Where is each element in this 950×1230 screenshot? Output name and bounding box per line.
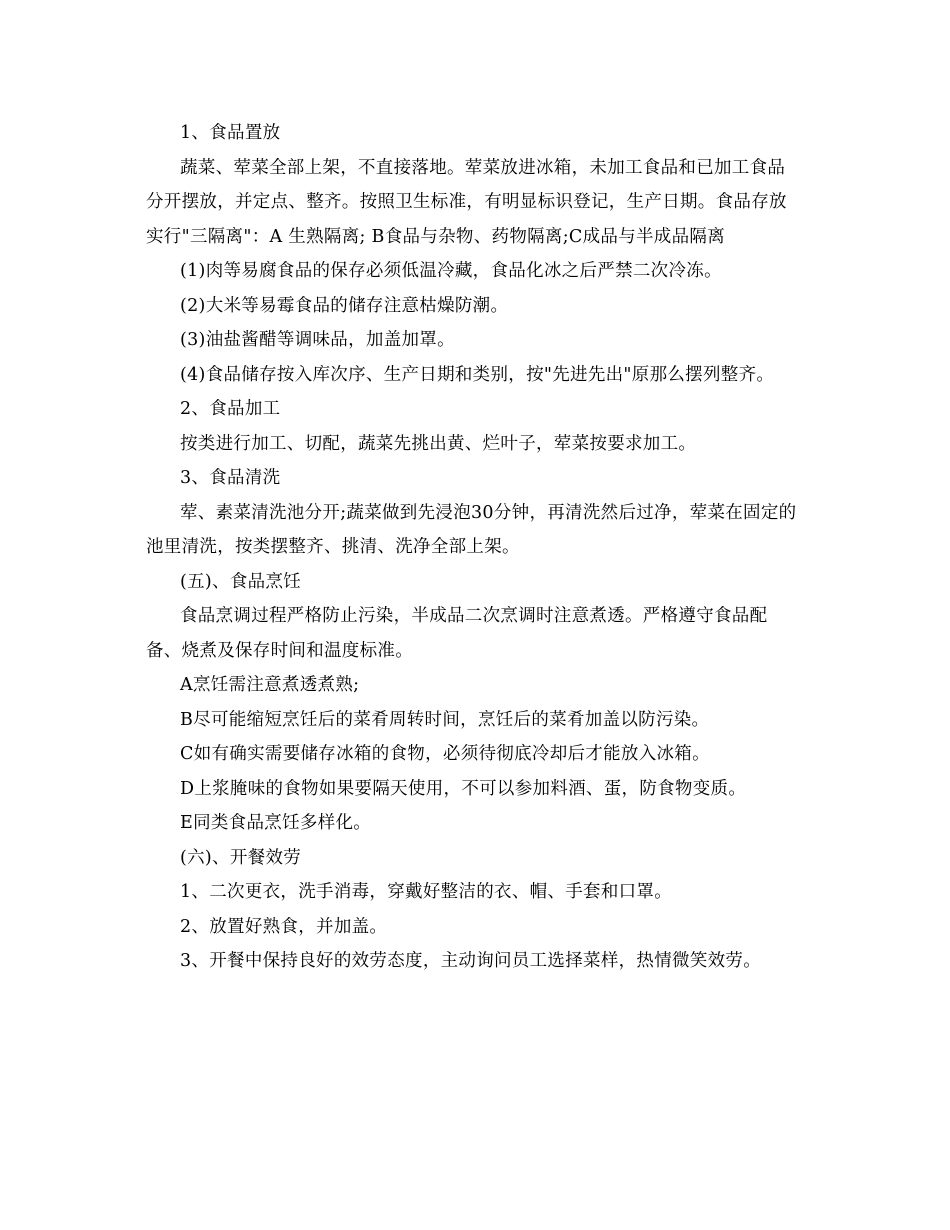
heading-food-cooking: (五)、食品烹饪: [180, 571, 302, 592]
paragraph-washing: 荤、素菜清洗池分开;蔬菜做到先浸泡30分钟，再清洗然后过净，荤菜在固定的池里清洗，按类摆整齐、挑清、洗净全部上架。: [146, 502, 797, 557]
heading-food-processing: 2、食品加工: [180, 399, 281, 419]
list-item-service-1: 1、二次更衣，洗手消毒，穿戴好整洁的衣、帽、手套和口罩。: [180, 882, 673, 902]
heading-meal-service: (六)、开餐效劳: [180, 847, 302, 868]
list-item-cook-e: E同类食品烹饪多样化。: [180, 813, 372, 833]
heading-food-placement: 1、食品置放: [180, 123, 281, 143]
list-item-rice: (2)大米等易霉食品的储存注意枯燥防潮。: [180, 295, 509, 316]
heading-food-washing: 3、食品清洗: [180, 468, 281, 488]
list-item-perishable: (1)肉等易腐食品的保存必须低温冷藏，食品化冰之后严禁二次冷冻。: [180, 261, 722, 281]
document-body: [146, 116, 800, 979]
list-item-storage-order: (4)食品储存按入库次序、生产日期和类别，按"先进先出"原那么摆列整齐。: [180, 364, 775, 385]
list-item-cook-a: A烹饪需注意煮透煮熟;: [180, 675, 360, 695]
paragraph-processing: 按类进行加工、切配，蔬菜先挑出黄、烂叶子，荤菜按要求加工。: [180, 433, 697, 454]
list-item-service-3: 3、开餐中保持良好的效劳态度，主动询问员工选择菜样，热情微笑效劳。: [180, 951, 762, 971]
list-item-service-2: 2、放置好熟食，并加盖。: [180, 916, 388, 937]
list-item-cook-b: B尽可能缩短烹饪后的菜肴周转时间，烹饪后的菜肴加盖以防污染。: [180, 709, 710, 730]
list-item-condiments: (3)油盐酱醋等调味品，加盖加罩。: [180, 330, 455, 350]
list-item-cook-d: D上浆腌味的食物如果要隔天使用，不可以参加料酒、蛋，防食物变质。: [180, 778, 747, 799]
list-item-cook-c: C如有确实需要储存冰箱的食物，必须待彻底冷却后才能放入冰箱。: [180, 744, 710, 764]
paragraph-cooking: 食品烹调过程严格防止污染，半成品二次烹调时注意煮透。严格遵守食品配备、烧煮及保存时间和温度标准。: [146, 606, 768, 661]
paragraph-placement-rules: 蔬菜、荤菜全部上架，不直接落地。荤菜放进冰箱，未加工食品和已加工食品分开摆放，并定点、整齐。按照卫生标准，有明显标识登记，生产日期。食品存放实行"三隔离"：A 生熟隔离; B食品与杂物、药物隔离;C成品与半成品隔离: [146, 157, 787, 247]
